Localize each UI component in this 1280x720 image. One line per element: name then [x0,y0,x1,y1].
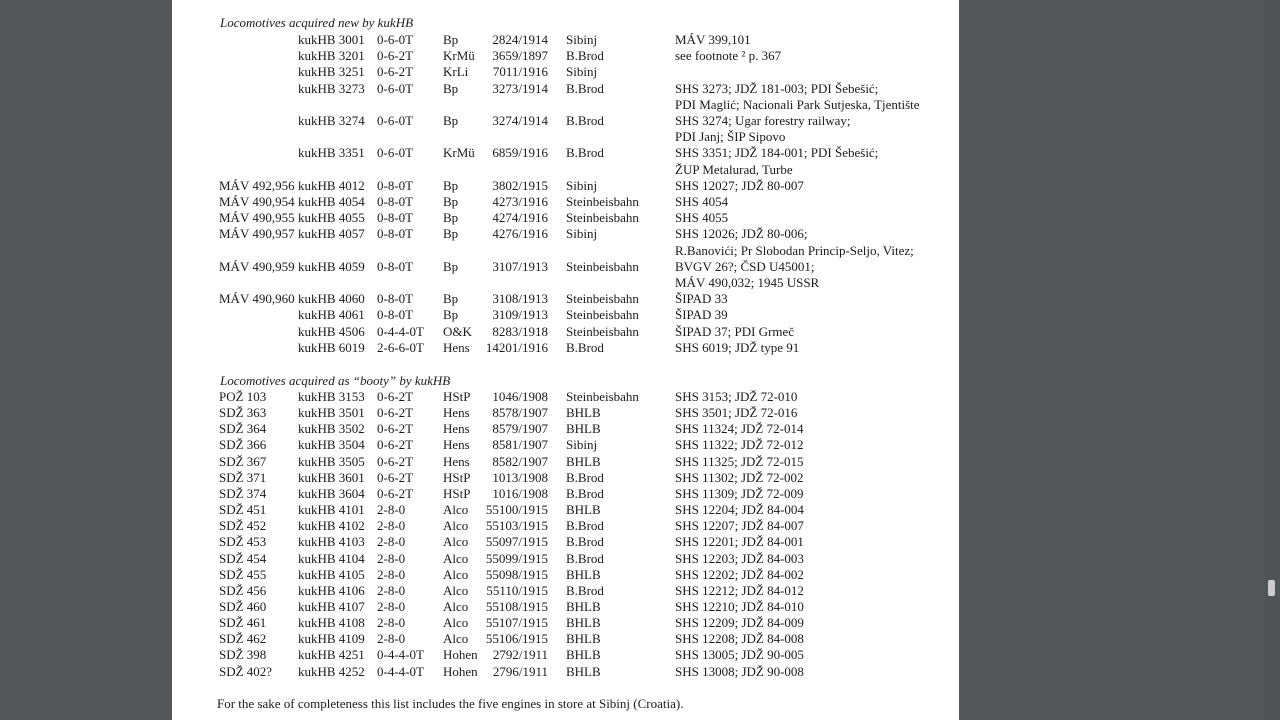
cell-c6: Steinbeisbahn [566,291,639,307]
cell-c5: 8579/1907 [492,421,548,437]
cell-c6: BHLB [566,647,601,663]
cell-c2: kukHB 4108 [298,615,365,631]
cell-c4: Bp [443,291,459,307]
table-row [172,226,959,242]
cell-c1: SDŽ 454 [219,550,267,566]
cell-c6: Sibinj [566,64,598,80]
cell-c2: kukHB 3273 [298,80,365,96]
cell-c6: Sibinj [566,226,598,242]
cell-c2: kukHB 3501 [298,405,365,421]
cell-c3: 0-4-4-0T [377,323,424,339]
cell-c2: kukHB 3351 [298,145,365,161]
cell-c1: SDŽ 451 [219,502,267,518]
cell-c6: B.Brod [566,534,604,550]
cell-c1: SDŽ 461 [219,615,267,631]
cell-c3: 0-8-0T [377,291,414,307]
table-row [172,178,959,194]
cell-c2: kukHB 3251 [298,64,365,80]
cell-c4: Bp [443,194,459,209]
table-row [172,664,959,680]
cell-c5: 8581/1907 [492,437,548,453]
cell-notes: ŠIPAD 37; PDI Grmeč [675,323,795,339]
cell-notes: SHS 11322; JDŽ 72-012 [675,437,804,453]
cell-c3: 0-8-0T [377,210,414,226]
table-row [172,583,959,599]
cell-c2: kukHB 3502 [298,421,365,437]
cell-c3: 0-8-0T [377,177,414,193]
cell-c5: 6859/1916 [492,145,548,161]
table-row [172,567,959,583]
table-row [172,210,959,226]
cell-notes: SHS 3274; Ugar forestry railway; [675,113,851,128]
cell-c6: B.Brod [566,145,604,161]
table-row [172,405,959,421]
cell-c1: SDŽ 398 [219,647,267,663]
cell-c3: 0-6-2T [377,453,414,469]
table-row [172,64,959,80]
cell-c1: MÁV 490,959 [219,258,295,274]
cell-c2: kukHB 4104 [298,550,365,566]
cell-c6: B.Brod [566,48,604,64]
table-row [172,389,959,405]
cell-c2: kukHB 4012 [298,177,365,193]
cell-c2: kukHB 4057 [298,226,365,242]
cell-c1: POŽ 103 [219,389,267,404]
cell-notes: SHS 11325; JDŽ 72-015 [675,453,804,469]
cell-c4: Bp [443,258,459,274]
cell-c1: SDŽ 363 [219,405,267,421]
cell-c5: 4276/1916 [492,226,548,242]
cell-notes: SHS 12207; JDŽ 84-007 [675,518,804,534]
cell-c3: 2-6-6-0T [377,339,424,355]
cell-c1: MÁV 490,960 [219,291,295,307]
cell-c2: kukHB 4106 [298,582,365,598]
table-row [172,454,959,470]
cell-c5: 3107/1913 [492,258,548,274]
cell-c4: Alco [443,566,469,582]
cell-notes: ŠIPAD 33 [675,291,728,307]
table-row [172,194,959,210]
cell-notes: SHS 11309; JDŽ 72-009 [675,485,804,501]
cell-c6: BHLB [566,566,601,582]
cell-c6: Sibinj [566,437,598,453]
cell-c4: Bp [443,210,459,226]
cell-c3: 0-6-2T [377,437,414,453]
cell-c3: 2-8-0 [377,566,406,582]
cell-notes: SHS 3351; JDŽ 184-001; PDI Šebešić; [675,145,879,161]
cell-c6: Sibinj [566,177,598,193]
cell-c3: 0-8-0T [377,194,414,209]
cell-c5: 2796/1911 [492,663,548,679]
table-row [172,48,959,64]
table-row [172,518,959,534]
cell-notes: ŠIPAD 39 [675,307,728,323]
cell-c3: 0-4-4-0T [377,647,424,663]
cell-notes: SHS 3153; JDŽ 72-010 [675,389,798,404]
cell-c6: BHLB [566,615,601,631]
table-row [172,470,959,486]
table-row [172,502,959,518]
cell-c6: B.Brod [566,485,604,501]
cell-c4: O&K [443,323,472,339]
table-row [172,615,959,631]
cell-c2: kukHB 4054 [298,194,365,209]
cell-notes: see footnote ² p. 367 [675,48,782,64]
cell-c2: kukHB 4059 [298,258,365,274]
cell-notes: SHS 11324; JDŽ 72-014 [675,421,804,437]
cell-notes: ŽUP Metalurad, Turbe [675,161,793,177]
cell-c4: HStP [443,469,471,485]
cell-c5: 55100/1915 [485,502,548,518]
cell-c6: BHLB [566,631,601,647]
table-row [172,291,959,307]
cell-notes: SHS 3273; JDŽ 181-003; PDI Šebešić; [675,80,879,96]
cell-c3: 0-8-0T [377,258,414,274]
cell-c5: 3273/1914 [492,80,548,96]
cell-c2: kukHB 3153 [298,389,365,404]
cell-notes: SHS 13008; JDŽ 90-008 [675,663,804,679]
cell-c6: B.Brod [566,80,604,96]
section-title-new: Locomotives acquired new by kukHB [220,15,414,30]
cell-c5: 2824/1914 [492,32,548,47]
cell-c6: Sibinj [566,32,598,47]
cell-c6: Steinbeisbahn [566,307,639,323]
cell-c4: Hens [443,421,470,437]
table-row [172,259,959,275]
cell-c1: SDŽ 452 [219,518,267,534]
cell-c3: 0-8-0T [377,307,414,323]
cell-c2: kukHB 4102 [298,518,365,534]
cell-notes: SHS 12209; JDŽ 84-009 [675,615,804,631]
cell-c4: Alco [443,615,469,631]
cell-c2: kukHB 3604 [298,485,365,501]
cell-c3: 0-6-2T [377,485,414,501]
cell-c6: Steinbeisbahn [566,323,639,339]
cell-c2: kukHB 3001 [298,32,365,47]
section-title-booty: Locomotives acquired as “booty” by kukHB [220,373,451,388]
cell-c3: 2-8-0 [377,598,406,614]
cell-c2: kukHB 4109 [298,631,365,647]
cell-c2: kukHB 3504 [298,437,365,453]
cell-c4: Bp [443,32,459,47]
cell-c5: 3108/1913 [492,291,548,307]
table-row [172,307,959,323]
cell-c5: 55103/1915 [485,518,548,534]
cell-c6: BHLB [566,421,601,437]
cell-notes: SHS 6019; JDŽ type 91 [675,339,800,355]
cell-c5: 8283/1918 [492,323,548,339]
cell-c6: B.Brod [566,469,604,485]
cell-c3: 0-6-2T [377,389,414,404]
cell-c3: 2-8-0 [377,582,406,598]
table-row [172,32,959,48]
cell-c2: kukHB 4060 [298,291,365,307]
cell-c2: kukHB 4101 [298,502,365,518]
cell-c1: MÁV 490,955 [219,210,295,226]
cell-c6: B.Brod [566,113,604,128]
cell-c4: Hohen [443,647,478,663]
cell-notes: SHS 3501; JDŽ 72-016 [675,405,798,421]
cell-c1: SDŽ 455 [219,566,267,582]
cell-c3: 2-8-0 [377,502,406,518]
cell-c5: 55099/1915 [485,550,548,566]
cell-c4: Hens [443,437,470,453]
cell-c1: SDŽ 366 [219,437,267,453]
cell-c4: Hens [443,339,470,355]
cell-c3: 0-6-0T [377,145,414,161]
cell-c5: 4273/1916 [492,194,548,209]
cell-notes: SHS 12201; JDŽ 84-001 [675,534,804,550]
cell-c3: 0-6-2T [377,469,414,485]
cell-c5: 1016/1908 [492,485,548,501]
cell-c5: 2792/1911 [492,647,548,663]
table-row [172,534,959,550]
cell-c1: SDŽ 371 [219,469,267,485]
cell-c3: 0-6-0T [377,113,414,128]
cell-c5: 3802/1915 [492,177,548,193]
cell-c2: kukHB 4061 [298,307,365,323]
cell-c1: SDŽ 453 [219,534,267,550]
cell-c5: 55097/1915 [485,534,548,550]
table-row [172,486,959,502]
cell-c1: SDŽ 402? [219,663,273,679]
table-row [172,421,959,437]
cell-c4: Alco [443,502,469,518]
table-row [172,599,959,615]
cell-notes: SHS 4055 [675,210,729,226]
cell-notes: SHS 11302; JDŽ 72-002 [675,469,804,485]
cell-c4: Hens [443,405,470,421]
cell-c2: kukHB 4105 [298,566,365,582]
cell-c1: SDŽ 456 [219,582,267,598]
cell-c1: SDŽ 374 [219,485,267,501]
cell-notes: MÁV 490,032; 1945 USSR [675,275,820,290]
cell-c5: 1046/1908 [492,389,548,404]
cell-notes: SHS 12212; JDŽ 84-012 [675,582,804,598]
cell-c5: 4274/1916 [492,210,548,226]
cell-c1: SDŽ 364 [219,421,267,437]
cell-c5: 3274/1914 [492,113,548,128]
cell-c5: 55110/1915 [486,582,548,598]
cell-c6: Steinbeisbahn [566,210,639,226]
cell-notes: SHS 12210; JDŽ 84-010 [675,598,804,614]
cell-notes: PDI Janj; ŠIP Sipovo [675,129,786,145]
cell-c4: KrMü [443,48,475,64]
cell-c1: MÁV 492,956 [219,177,295,193]
cell-c1: MÁV 490,954 [219,194,295,209]
cell-notes: MÁV 399,101 [675,32,751,47]
cell-c4: HStP [443,389,471,404]
cell-c4: Hens [443,453,470,469]
cell-c3: 0-6-0T [377,32,414,47]
cell-c6: BHLB [566,405,601,421]
cell-c4: KrLi [443,64,469,80]
cell-c6: B.Brod [566,339,604,355]
cell-c3: 0-6-0T [377,80,414,96]
cell-c2: kukHB 4103 [298,534,365,550]
cell-c5: 8582/1907 [492,453,548,469]
cell-c2: kukHB 4055 [298,210,365,226]
table-row [172,437,959,453]
table-row [172,551,959,567]
table-row [172,324,959,340]
cell-c1: SDŽ 460 [219,598,267,614]
cell-c6: Steinbeisbahn [566,389,639,404]
cell-c2: kukHB 4251 [298,647,365,663]
cell-c1: SDŽ 367 [219,453,267,469]
cell-c3: 0-4-4-0T [377,663,424,679]
cell-notes: SHS 12026; JDŽ 80-006; [675,226,808,242]
table-row [172,631,959,647]
cell-notes: BVGV 26?; ČSD U45001; [675,258,815,274]
cell-notes: SHS 4054 [675,194,729,209]
page-scrollbar[interactable] [1264,0,1280,720]
cell-c6: BHLB [566,598,601,614]
cell-c3: 2-8-0 [377,550,406,566]
cell-notes: SHS 12208; JDŽ 84-008 [675,631,804,647]
cell-c1: MÁV 490,957 [219,226,295,242]
cell-c2: kukHB 3601 [298,469,365,485]
cell-notes: SHS 12203; JDŽ 84-003 [675,550,804,566]
cell-c6: Steinbeisbahn [566,194,639,209]
cell-notes: SHS 13005; JDŽ 90-005 [675,647,804,663]
cell-c3: 0-6-2T [377,64,414,80]
cell-c4: Hohen [443,663,478,679]
cell-notes: SHS 12204; JDŽ 84-004 [675,502,804,518]
table-row [172,647,959,663]
cell-notes: SHS 12027; JDŽ 80-007 [675,177,804,193]
cell-c5: 7011/1916 [492,64,548,80]
cell-c5: 55106/1915 [485,631,548,647]
cell-c4: Alco [443,518,469,534]
cell-notes: PDI Maglić; Nacionali Park Sutjeska, Tjentište [675,96,920,112]
cell-c4: Bp [443,177,459,193]
cell-notes: R.Banovići; Pr Slobodan Princip-Seljo, Vitez; [675,242,914,258]
cell-c3: 2-8-0 [377,534,406,550]
cell-c5: 14201/1916 [485,339,548,355]
cell-c3: 0-6-2T [377,421,414,437]
cell-c2: kukHB 4506 [298,323,365,339]
cell-c4: Alco [443,631,469,647]
cell-c6: BHLB [566,663,601,679]
cell-c3: 0-6-2T [377,405,414,421]
cell-c3: 0-8-0T [377,226,414,242]
cell-c4: Bp [443,80,459,96]
cell-c3: 2-8-0 [377,615,406,631]
cell-c5: 8578/1907 [492,405,548,421]
cell-c4: Bp [443,113,459,128]
cell-notes: SHS 12202; JDŽ 84-002 [675,566,804,582]
cell-c4: Alco [443,598,469,614]
cell-c6: B.Brod [566,582,604,598]
cell-c5: 1013/1908 [492,469,548,485]
footer-note: For the sake of completeness this list includes the five engines in store at Sibinj (Croatia). [217,696,684,711]
cell-c1: SDŽ 462 [219,631,267,647]
cell-c6: Steinbeisbahn [566,258,639,274]
cell-c2: kukHB 4107 [298,598,365,614]
cell-c6: BHLB [566,502,601,518]
document-page [172,0,959,720]
cell-c4: Alco [443,550,469,566]
cell-c4: HStP [443,485,471,501]
cell-c2: kukHB 3505 [298,453,365,469]
cell-c5: 3109/1913 [492,307,548,323]
cell-c4: Alco [443,582,469,598]
cell-c6: BHLB [566,453,601,469]
cell-c4: Alco [443,534,469,550]
cell-c2: kukHB 6019 [298,339,365,355]
cell-c5: 3659/1897 [492,48,548,64]
cell-c3: 0-6-2T [377,48,414,64]
cell-c3: 2-8-0 [377,631,406,647]
cell-c4: Bp [443,226,459,242]
cell-c5: 55098/1915 [485,566,548,582]
cell-c4: KrMü [443,145,475,161]
cell-c3: 2-8-0 [377,518,406,534]
cell-c6: B.Brod [566,550,604,566]
cell-c6: B.Brod [566,518,604,534]
cell-c5: 55107/1915 [485,615,548,631]
cell-c2: kukHB 4252 [298,663,365,679]
cell-c4: Bp [443,307,459,323]
table-row [172,340,959,356]
cell-c5: 55108/1915 [485,598,548,614]
cell-c2: kukHB 3201 [298,48,365,64]
scrollbar-thumb[interactable] [1268,580,1275,596]
cell-c2: kukHB 3274 [298,113,365,128]
